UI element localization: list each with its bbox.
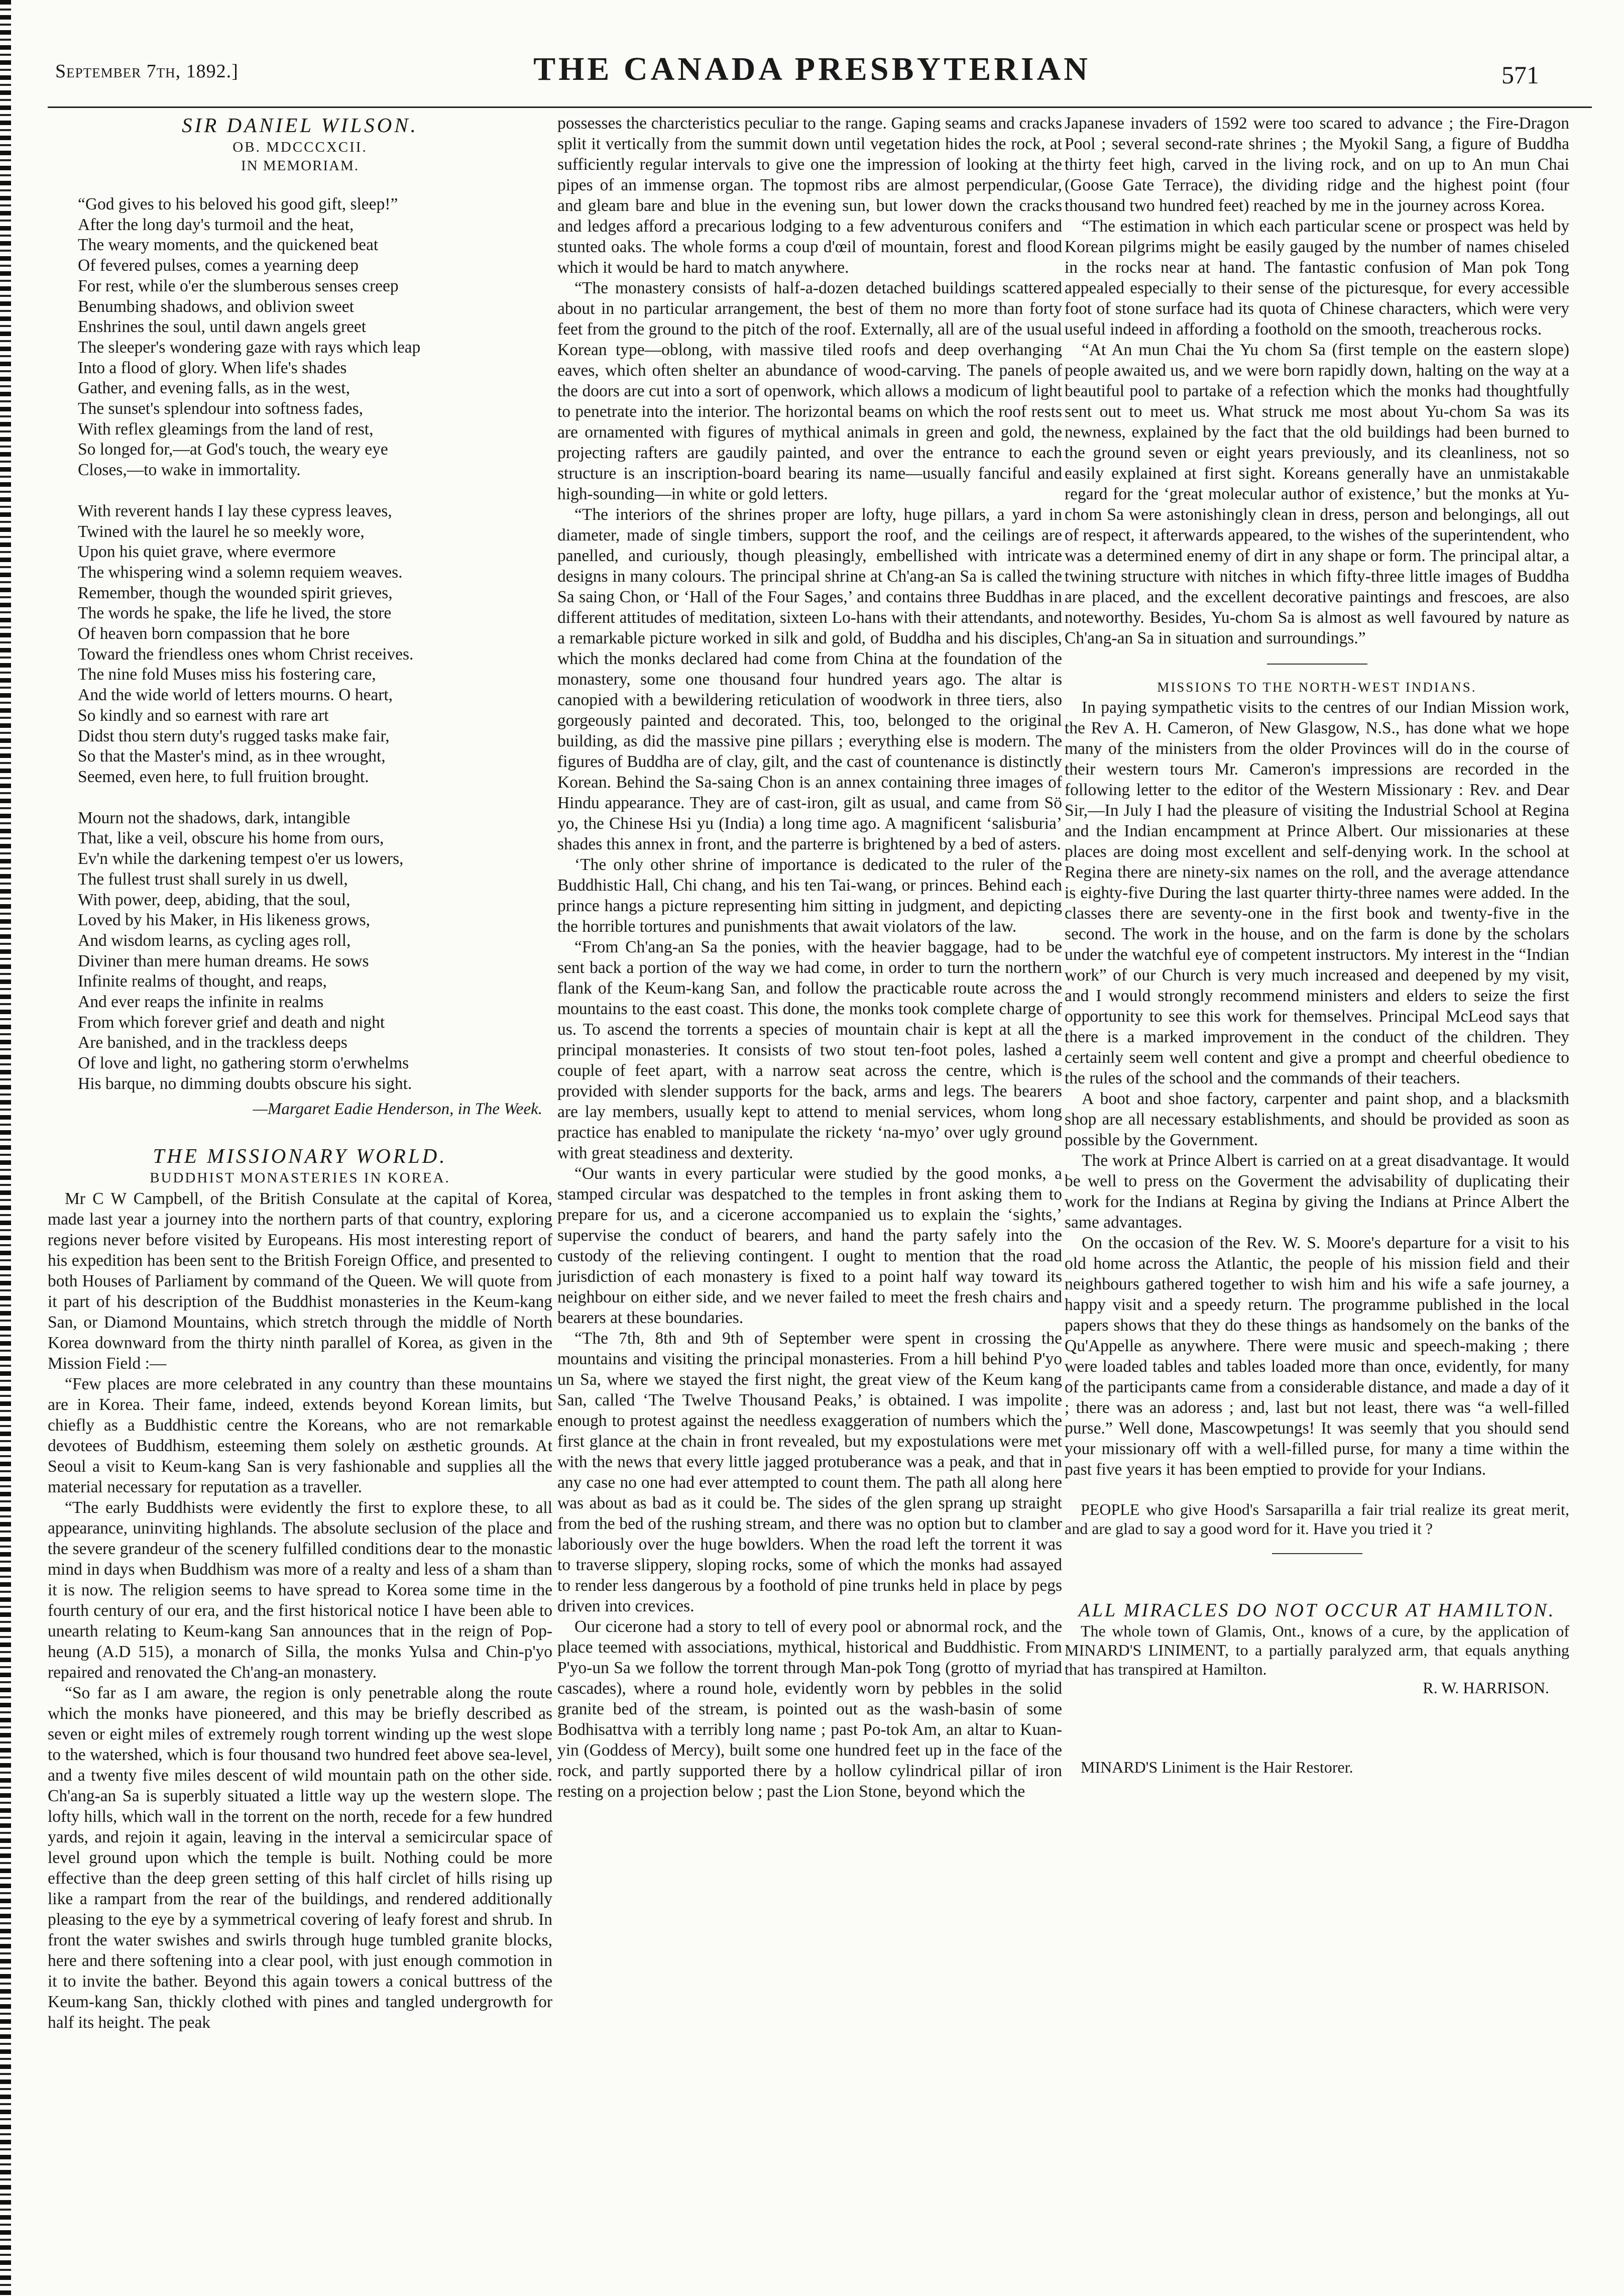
poem-line: Diviner than mere human dreams. He sows <box>78 951 369 970</box>
poem-line: Of love and light, no gathering storm o'erwhelms <box>78 1054 409 1073</box>
poem-line: The whispering wind a solemn requiem weaves. <box>78 563 403 582</box>
article-paragraph: Japanese invaders of 1592 were too scared to advance ; the Fire-Dragon Pool ; several second-rate shrines ; the Myokil Sang, a figure of Buddha thirty feet high, carved in the living rock, and on up to An mun Chai (Goose Gate Terrace), the dividing ridge and the highest point (four thousand two hundred feet) reached by me in the journey across Korea. <box>1065 114 1569 215</box>
poem-line: Loved by his Maker, in His likeness grows, <box>78 911 371 930</box>
article-paragraph: “From Ch'ang-an Sa the ponies, with the heavier baggage, had to be sent back a portion of the way we had come, in order to turn the northern flank of the Keum-kang San, and follow the practicable route across the mountains to the east coast. This done, the monks took complete charge of us. To ascend the torrents a species of mountain chair is kept at all the principal monasteries. It consists of two stout ten-foot poles, lashed a couple of feet apart, with a narrow seat across the centre, which is provided with slender supports for the back, arms and legs. The bearers are lay members, usually kept to attend to menial services, whom long practice has enabled to manipulate the rickety ‘na-myo’ over ugly ground with great steadiness and dexterity. <box>557 938 1062 1162</box>
poem-line: Benumbing shadows, and oblivion sweet <box>78 297 354 316</box>
poem-line: So that the Master's mind, as in thee wrought, <box>78 747 386 766</box>
poem-line: Toward the friendless ones whom Christ receives. <box>78 644 414 664</box>
poem-line: With power, deep, abiding, that the soul, <box>78 890 351 909</box>
poem-line: The fullest trust shall surely in us dwell, <box>78 869 348 889</box>
poem-line: Didst thou stern duty's rugged tasks make fair, <box>78 726 390 745</box>
poem-line: Remember, though the wounded spirit grieves, <box>78 583 393 602</box>
poem-line: And the wide world of letters mourns. O heart, <box>78 686 393 705</box>
section-title-missions-indians: MISSIONS TO THE NORTH-WEST INDIANS. <box>1157 680 1477 695</box>
header-rule <box>48 106 1592 108</box>
poem-line: The sunset's splendour into softness fades, <box>78 399 364 418</box>
poem-line: Into a flood of glory. When life's shades <box>78 358 347 377</box>
poem-line: Seemed, even here, to full fruition brought. <box>78 767 369 786</box>
advert-minards-liniment <box>1065 1621 1569 1697</box>
poem-line: And wisdom learns, as cycling ages roll, <box>78 931 351 950</box>
page-number: 571 <box>1501 61 1539 89</box>
poem <box>78 194 552 1095</box>
poem-line: For rest, while o'er the slumberous senses creep <box>78 276 399 295</box>
article-paragraph: On the occasion of the Rev. W. S. Moore's departure for a visit to his old home across the Atlantic, the people of his mission field and their neighbours gathered together to wish him and his wife a safe journey, a happy visit and a speedy return. The programme published in the local papers shows that they do these things as handsomely on the banks of the Qu'Appelle as anywhere. There were music and speech-making ; there were loaded tables and tables loaded more than once, evidently, for many of the participants came from a considerable distance, and made a day of it ; there was an adoress ; and, last but not least, there was “a well-filled purse.” Well done, Mascowpetungs! It was seemly that you should send your missionary off with a well-filled purse, for many a time within the past five years it has been emptied to provide for your Indians. <box>1065 1234 1569 1479</box>
poem-line: So kindly and so earnest with rare art <box>78 706 329 725</box>
column-left <box>48 113 552 2033</box>
advert-hair-restorer <box>1065 1758 1569 1777</box>
poem-line: Infinite realms of thought, and reaps, <box>78 972 327 991</box>
poem-line: “God gives to his beloved his good gift, sleep!” <box>78 195 398 213</box>
poem-line: Mourn not the shadows, dark, intangible <box>78 808 351 827</box>
poem-line: Gather, and evening falls, as in the west, <box>78 379 350 398</box>
article-paragraph: “Our wants in every particular were studied by the good monks, a stamped circular was despatched to the temples in front asking them to prepare for us, and a cicerone accompanied us to explain the ‘sights,’ supervise the conduct of bearers, and hand the party safely into the custody of the relieving contingent. I ought to mention that the road jurisdiction of each monastery is fixed to a point half way toward its neighbour on either side, and we never failed to meet the fresh chairs and bearers at these boundaries. <box>557 1164 1062 1327</box>
article-paragraph: The work at Prince Albert is carried on at a great disadvantage. It would be well to press on the Goverment the advisability of duplicating their work for the Indians at Regina by giving the Indians at Prince Albert the same advantages. <box>1065 1151 1569 1232</box>
header-date: September 7th, 1892.] <box>55 61 239 82</box>
poem-line: With reverent hands I lay these cypress leaves, <box>78 501 392 520</box>
poem-stanza-2 <box>78 501 552 788</box>
advert-signature: R. W. HARRISON. <box>1423 1679 1549 1697</box>
scanned-binding-edge <box>0 0 11 2296</box>
article-paragraph: “So far as I am aware, the region is only penetrable along the route which the monks have pioneered, and this may be briefly described as seven or eight miles of extremely rough torrent winding up the west slope to the watershed, which is four thousand two hundred feet above sea-level, and a twenty five miles descent of wild mountain path on the other side. Ch'ang-an Sa is superbly situated a little way up the western slope. The lofty hills, which wall in the torrent on the north, recede for a few hundred yards, and rejoin it again, leaving in the interval a semicircular space of level ground upon which the temple is built. Nothing could be more effective than the deep green setting of this half circlet of hills rising up like a rampart from the rear of the buildings, and rendered additionally pleasing to the eye by a symmetrical covering of leafy forest and shrub. In front the water swishes and swirls through huge tumbled granite blocks, here and there softening into a clear pool, with just enough commotion in it to invite the bather. Beyond this again towers a conical buttress of the Keum-kang San, thickly clothed with pines and tangled undergrowth for half its height. The peak <box>48 1683 552 2032</box>
article-paragraph: “The estimation in which each particular scene or prospect was held by Korean pilgrims might be easily gauged by the number of names chiseled in the rocks near at hand. The fantastic confusion of Man pok Tong appealed especially to their sense of the picturesque, for every accessible foot of stone surface had its quota of Chinese characters, which were very useful indeed in affording a foothold on the smooth, treacherous rocks. <box>1065 217 1569 339</box>
poem-line: Of fevered pulses, comes a yearning deep <box>78 256 359 275</box>
poem-line: From which forever grief and death and night <box>78 1013 385 1032</box>
poem-line: The nine fold Muses miss his fostering care, <box>78 665 376 684</box>
poem-line: Ev'n while the darkening tempest o'er us lowers, <box>78 849 404 868</box>
advert-text: PEOPLE who give Hood's Sarsaparilla a fair trial realize its great merit, and are glad to say a good word for it. Have you tried it ? <box>1065 1500 1569 1538</box>
article-paragraph: “At An mun Chai the Yu chom Sa (first temple on the eastern slope) people awaited us, and we were born rapidly down, halting on the way at a beautiful pool to partake of a refection which the monks had thoughtfully sent out to meet us. What struck me most about Yu-chom Sa was its newness, explained by the fact that the old buildings had been burned to the ground seven or eight years previously, and its cleanliness, not so easily explained at first sight. Koreans generally have an unmistakable regard for the ‘great molecular author of existence,’ but the monks at Yu-chom Sa were astonishingly clean in dress, person and belongings, all out of respect, it afterwards appeared, to the wishes of the superintendent, who was a determined enemy of dirt in any shape or form. The principal altar, a twining structure with nitches in which fifty-three little images of Buddha are placed, and the excellent decorative paintings and frescoes, are also noteworthy. Besides, Yu-chom Sa is almost as well favoured by nature as Ch'ang-an Sa in situation and surroundings.” <box>1065 341 1569 647</box>
article-paragraph: possesses the charcteristics peculiar to the range. Gaping seams and cracks split it vertically from the summit down until vegetation hides the rock, at sufficiently regular intervals to give one the impression of looking at the pipes of an immense organ. The topmost ribs are almost perpendicular, and gleam bare and blue in the evening sun, but lower down the cracks and ledges afford a precarious lodging to a few adventurous conifers and stunted oaks. The whole forms a coup d'œil of mountain, forest and flood which it would be hard to match anywhere. <box>557 114 1062 277</box>
masthead-title: THE CANADA PRESBYTERIAN <box>533 51 1091 87</box>
article-paragraph: “The monastery consists of half-a-dozen detached buildings scattered about in no particular arrangement, the best of them no more than forty feet from the ground to the pitch of the roof. Externally, all are of the usual Korean type—oblong, with massive tiled roofs and deep overhanging eaves, which often shelter an abundance of wood-carving. The panels of the doors are cut into a sort of openwork, which allows a modicum of light to penetrate into the interior. The horizontal beams on which the roof rests are ornamented with figures of mythical animals in green and gold, the projecting rafters are gaudily painted, and over the entrance to each structure is an inscription-board bearing its name—usually fanciful and high-sounding—in white or gold letters. <box>557 279 1062 503</box>
article-paragraph: “The 7th, 8th and 9th of September were spent in crossing the mountains and visiting the principal monasteries. From a hill behind P'yo un Sa, where we stayed the first night, the great view of the Keum kang San, called ‘The Twelve Thousand Peaks,’ is obtained. I was impolite enough to protest against the needless exaggeration of numbers which the first glance at the chain in front revealed, but my expostulations were met with the news that every little jagged protuberance was a peak, and that in any case no one had ever attempted to count them. The path all along here was about as bad as it could be. The sides of the glen sprang up straight from the bed of the rushing stream, and there was no option but to clamber laboriously over the huge bowlders. When the road left the torrent it was to traverse slippery, sloping rocks, some of which the monks had assayed to render less dangerous by a foothold of pine trunks held in place by pegs driven into crevices. <box>557 1329 1062 1615</box>
column-right <box>1065 113 1569 1777</box>
article-paragraph: “The early Buddhists were evidently the first to explore these, to all appearance, uninviting highlands. The absolute seclusion of the place and the severe grandeur of the scenery fulfilled conditions dear to the monastic mind in days when Buddhism was more of a realty and less of a sham than it is now. The religion seems to have spread to Korea some time in the fourth century of our era, and the first historical notice I have been able to unearth relating to Keum-kang San announces that in the reign of Pop-heung (A.D 515), a monarch of Silla, the monks Yulsa and Chin-p'yo repaired and renovated the Ch'ang-an monastery. <box>48 1498 552 1682</box>
poem-line: With reflex gleamings from the land of rest, <box>78 419 374 439</box>
article-paragraph: ‘The only other shrine of importance is dedicated to the ruler of the Buddhistic Hall, Chi chang, and his ten Tai-wang, or princes. Behind each prince hangs a picture representing him sitting in judgment, and depicting the horrible tortures and punishments that await violators of the law. <box>557 855 1062 936</box>
poem-line: Twined with the laurel he so meekly wore, <box>78 522 365 541</box>
advert-text: MINARD'S Liniment is the Hair Restorer. <box>1081 1758 1353 1776</box>
poem-attribution: —Margaret Eadie Henderson, in The Week. <box>253 1100 542 1118</box>
advert-text: The whole town of Glamis, Ont., knows of a cure, by the application of MINARD'S LINIMENT, to a partially paralyzed arm, that equals anything that has transpired at Hamilton. <box>1065 1622 1569 1678</box>
section-divider <box>1272 1553 1362 1554</box>
column-middle <box>557 113 1062 1802</box>
poem-line: So longed for,—at God's touch, the weary eye <box>78 440 388 459</box>
poem-stanza-3 <box>78 808 552 1095</box>
poem-line: The weary moments, and the quickened beat <box>78 236 379 255</box>
poem-line: Enshrines the soul, until dawn angels greet <box>78 317 367 337</box>
poem-line: The sleeper's wondering gaze with rays which leap <box>78 338 421 357</box>
advert-title-miracles: ALL MIRACLES DO NOT OCCUR AT HAMILTON. <box>1078 1600 1556 1621</box>
section-title-missionary-world: THE MISSIONARY WORLD. <box>153 1144 447 1167</box>
article-title-buddhist-monasteries: BUDDHIST MONASTERIES IN KOREA. <box>150 1169 450 1186</box>
advert-hoods-sarsaparilla <box>1065 1500 1569 1538</box>
poem-title: SIR DANIEL WILSON. <box>182 114 418 137</box>
poem-line: Closes,—to wake in immortality. <box>78 461 301 480</box>
article-paragraph: Our cicerone had a story to tell of every pool or abnormal rock, and the place teemed with associations, mythical, historical and Buddhistic. From P'yo-un Sa we follow the torrent through Man-pok Tong (grotto of myriad cascades), where a round hole, evidently worn by pebbles in the solid granite bed of the stream, is pointed out as the wash-basin of some Bodhisattva with a terribly long name ; past Po-tok Am, an altar to Kuan-yin (Goddess of Mercy), built some one hundred feet up in the face of the rock, and partly supported there by a hollow cylindrical pillar of iron resting on a projection below ; past the Lion Stone, beyond which the <box>557 1617 1062 1801</box>
article-paragraph: “Few places are more celebrated in any country than these mountains are in Korea. Their fame, indeed, extends beyond Korean limits, but chiefly as a Buddhistic centre the Koreans, who are not remarkable devotees of Buddhism, esteeming them solely on æsthetic grounds. At Seoul a visit to Keum-kang San is very fashionable and supplies all the material necessary for reputation as a traveller. <box>48 1374 552 1496</box>
poem-line: His barque, no dimming doubts obscure his sight. <box>78 1074 412 1093</box>
poem-dedication: IN MEMORIAM. <box>241 158 360 174</box>
poem-line: And ever reaps the infinite in realms <box>78 993 324 1012</box>
article-paragraph: In paying sympathetic visits to the centres of our Indian Mission work, the Rev A. H. Cameron, of New Glasgow, N.S., has done what we hope many of the ministers from the older Provinces will do in the course of their western tours Mr. Cameron's impressions are recorded in the following letter to the editor of the Western Missionary : Rev. and Dear Sir,—In July I had the pleasure of visiting the Industrial School at Regina and the Indian encampment at Prince Albert. Our missionaries at these places are doing most excellent and self-denying work. In the school at Regina there are ninety-six names on the roll, and the average attendance is eighty-five During the last quarter thirty-three names were added. In the classes there are seventy-one in the first book and twenty-five in the second. The work in the house, and on the farm is done by the scholars under the watchful eye of competent instructors. My interest in the “Indian work” of our Church is very much increased and deepened by my visit, and I would strongly recommend ministers and elders to seize the first opportunity to see this work for themselves. Principal McLeod says that there is a marked improvement in the conduct of the children. They certainly seem well content and give a prompt and cheerful obedience to the rules of the school and the commands of their teachers. <box>1065 698 1569 1087</box>
section-divider <box>1267 664 1367 665</box>
poem-line: Upon his quiet grave, where evermore <box>78 542 336 562</box>
article-paragraph: Mr C W Campbell, of the British Consulate at the capital of Korea, made last year a journey into the northern parts of that country, exploring regions never before visited by Europeans. His most interesting report of his expedition has been sent to the British Foreign Office, and presented to both Houses of Parliament by command of the Queen. We will quote from it part of his description of the Buddhist monasteries in the Keum-kang San, or Diamond Mountains, which stretch through the middle of North Korea downward from the thirty ninth parallel of Korea, as given in the Mission Field :— <box>48 1189 552 1373</box>
poem-line: Of heaven born compassion that he bore <box>78 624 350 643</box>
article-paragraph: “The interiors of the shrines proper are lofty, huge pillars, a yard in diameter, made of single timbers, support the roof, and the ceilings are panelled, and curiously, though pleasingly, embellished with intricate designs in many colours. The principal shrine at Ch'ang-an Sa is called the Sa saing Chon, or ‘Hall of the Four Sages,’ and contains three Buddhas in different attitudes of meditation, sixteen Lo-hans with their attendants, and a remarkable picture worked in silk and gold, of Buddha and his disciples, which the monks declared had come from China at the foundation of the monastery, some one thousand four hundred years ago. The altar is canopied with a bewildering reticulation of woodwork in three tiers, also gorgeously painted and decorated. This, too, belonged to the original building, as did the massive pine pillars ; everything else is modern. The figures of Buddha are of clay, gilt, and the cast of countenance is distinctly Korean. Behind the Sa-saing Chon is an annex containing three images of Hindu appearance. They are of cast-iron, gilt as usual, and came from Sö yo, the Chinese Hsi yu (India) a long time ago. A magnificent ‘salisburia’ shades this annex in front, and the parterre is brightened by a bed of asters. <box>557 505 1062 853</box>
poem-line: That, like a veil, obscure his home from ours, <box>78 829 384 848</box>
article-paragraph: A boot and shoe factory, carpenter and paint shop, and a blacksmith shop are all necessary establishments, and should be provided as soon as possible by the Government. <box>1065 1089 1569 1149</box>
poem-stanza-1 <box>78 194 552 481</box>
poem-line: After the long day's turmoil and the heat, <box>78 215 354 234</box>
poem-subtitle: OB. MDCCCXCII. <box>233 139 368 155</box>
poem-line: Are banished, and in the trackless deeps <box>78 1033 347 1052</box>
poem-line: The words he spake, the life he lived, the store <box>78 604 392 623</box>
